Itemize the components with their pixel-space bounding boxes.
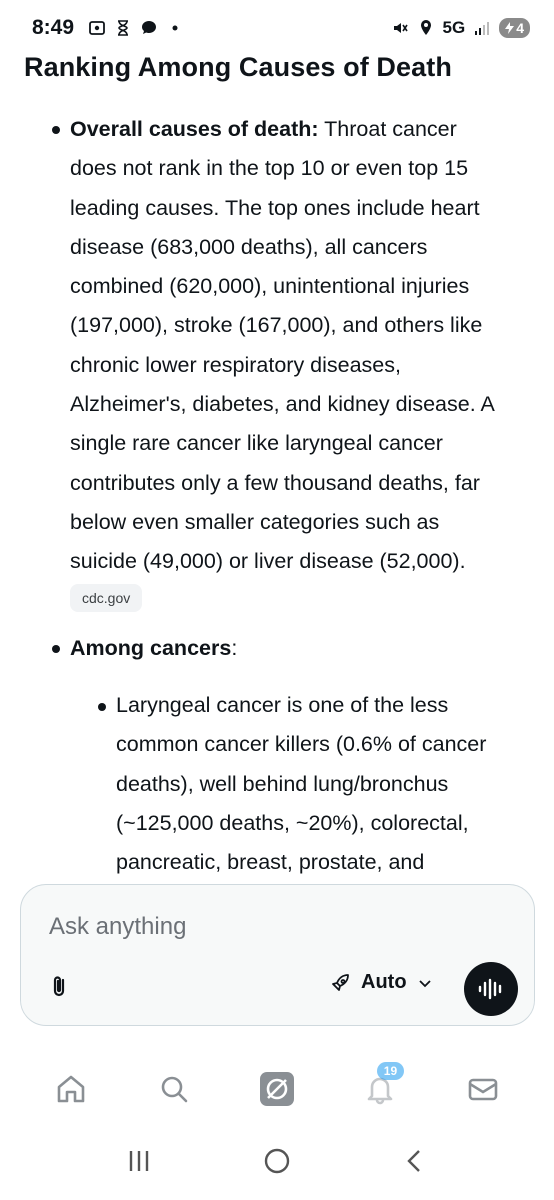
chevron-down-icon bbox=[417, 975, 433, 991]
battery-level: 4 bbox=[516, 20, 524, 36]
back-button[interactable] bbox=[393, 1139, 437, 1183]
home-button[interactable] bbox=[255, 1139, 299, 1183]
bullet-dot bbox=[52, 126, 60, 134]
home-circle-icon bbox=[262, 1146, 292, 1176]
bullet-overall-causes: Overall causes of death: Throat cancer does not rank in the top 10 or even top 15 leading causes. The top ones include heart disease (683,000 deaths), all cancers combined (620,000), unintentional injuries (197,000), stroke (167,000), and others like chronic lower respiratory diseases, Alzheimer's, diabetes, and kidney disease. A single rare cancer like laryngeal cancer contributes only a few thousand deaths, far below even smaller categories such as suicide (49,000) or liver disease (52,000). bbox=[70, 117, 495, 574]
article-content bbox=[0, 44, 554, 884]
location-icon bbox=[417, 19, 435, 37]
sub-bullet-dot bbox=[98, 703, 106, 711]
source-chip[interactable]: cdc.gov bbox=[70, 584, 142, 612]
mode-selector[interactable] bbox=[329, 971, 433, 994]
nav-search[interactable] bbox=[149, 1064, 199, 1114]
bullet-among-cancers: Among cancers: bbox=[70, 636, 238, 660]
bottom-nav bbox=[0, 1054, 554, 1124]
chat-bubble-icon bbox=[140, 19, 158, 37]
mute-icon bbox=[391, 19, 409, 37]
home-icon bbox=[54, 1072, 88, 1106]
bullet-dot bbox=[52, 645, 60, 653]
paperclip-icon bbox=[48, 974, 70, 1000]
recents-icon bbox=[125, 1147, 153, 1175]
section-heading: Ranking Among Causes of Death bbox=[24, 52, 452, 82]
grok-icon bbox=[258, 1070, 296, 1108]
recents-button[interactable] bbox=[117, 1139, 161, 1183]
signal-icon bbox=[473, 19, 491, 37]
network-label: 5G bbox=[442, 18, 466, 37]
nav-home[interactable] bbox=[46, 1064, 96, 1114]
back-chevron-icon bbox=[401, 1147, 429, 1175]
nav-grok[interactable] bbox=[252, 1064, 302, 1114]
rocket-icon bbox=[329, 972, 351, 994]
bullet-label: Overall causes of death bbox=[70, 117, 312, 141]
hourglass-icon bbox=[114, 19, 132, 37]
search-icon bbox=[157, 1072, 191, 1106]
composer bbox=[20, 884, 535, 1026]
charging-icon bbox=[505, 22, 514, 34]
ask-input[interactable] bbox=[49, 913, 429, 941]
system-nav bbox=[0, 1136, 554, 1186]
nav-notifications[interactable] bbox=[355, 1064, 405, 1114]
attach-button[interactable] bbox=[45, 973, 73, 1001]
voice-button[interactable] bbox=[464, 962, 518, 1016]
waveform-icon bbox=[477, 978, 505, 1000]
dot-icon bbox=[166, 19, 184, 37]
notification-badge: 19 bbox=[377, 1062, 404, 1080]
screenshot-icon bbox=[88, 19, 106, 37]
mode-label: Auto bbox=[361, 971, 407, 993]
battery-indicator bbox=[499, 18, 530, 38]
nav-messages[interactable] bbox=[458, 1064, 508, 1114]
sub-bullet-laryngeal: Laryngeal cancer is one of the less common cancer killers (0.6% of cancer deaths), well behind lung/bronchus (~125,000 deaths, ~20%), colorectal, pancreatic, breast, prostate, and bbox=[116, 693, 487, 875]
mail-icon bbox=[466, 1072, 500, 1106]
status-time: 8:49 bbox=[32, 16, 75, 39]
